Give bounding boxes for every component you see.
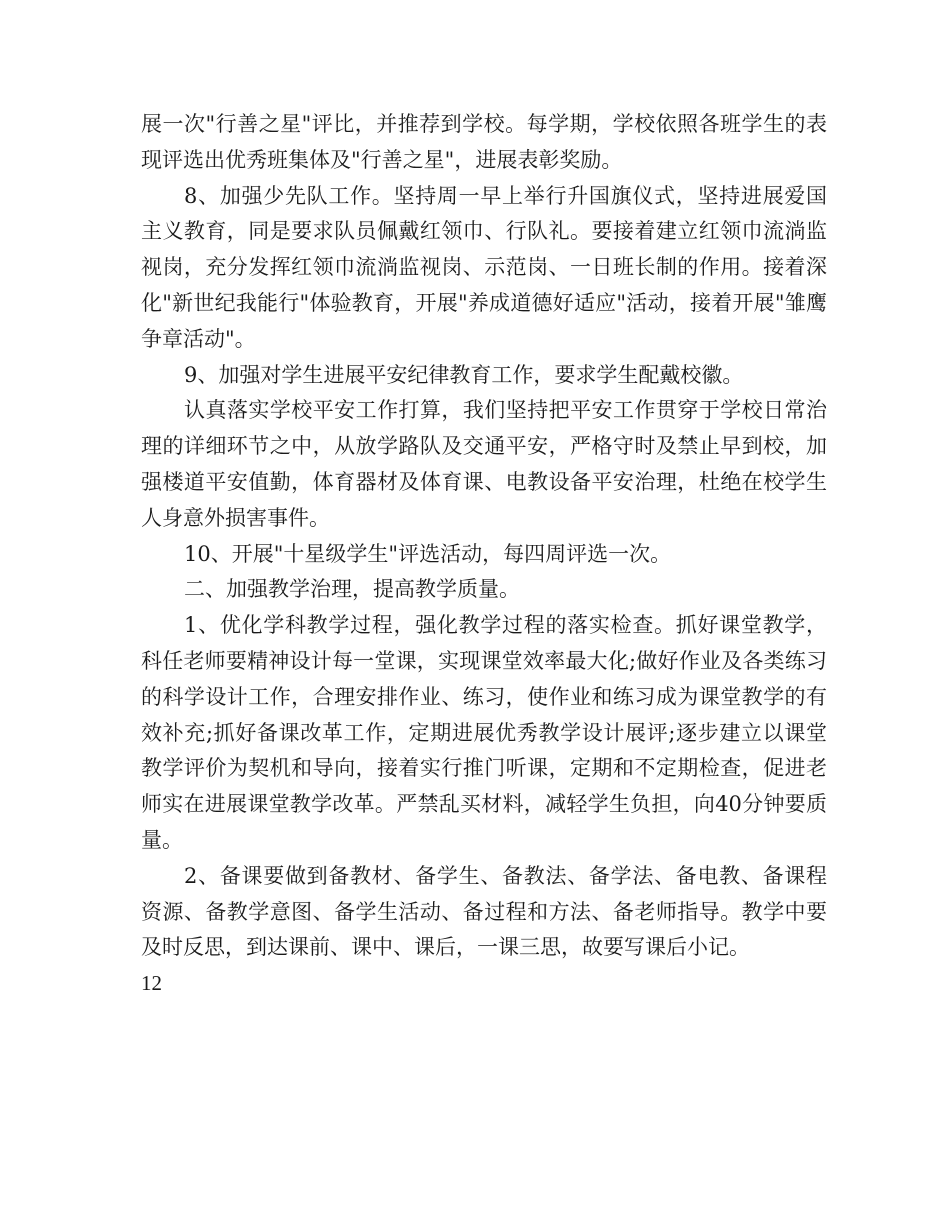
paragraph-continuation: 展一次"行善之星"评比，并推荐到学校。每学期，学校依照各班学生的表现评选出优秀班集体及"行善之星"，进展表彰奖励。	[141, 112, 827, 172]
paragraph-safety: 认真落实学校平安工作打算，我们坚持把平安工作贯穿于学校日常治理的详细环节之中，从放学路队及交通平安，严格守时及禁止早到校，加强楼道平安值勤，体育器材及体育课、电教设备平安治理，杜绝在校学生人身意外损害事件。	[141, 398, 827, 530]
paragraph-item-9: 9、加强对学生进展平安纪律教育工作，要求学生配戴校徽。	[184, 362, 744, 387]
paragraph-item-10: 10、开展"十星级学生"评选活动，每四周评选一次。	[184, 541, 672, 566]
paragraph-teaching-1: 1、优化学科教学过程，强化教学过程的落实检查。抓好课堂教学，科任老师要精神设计每一堂课，实现课堂效率最大化;做好作业及各类练习的科学设计工作，合理安排作业、练习，使作业和练习成为课堂教学的有效补充;抓好备课改革工作，定期进展优秀教学设计展评;逐步建立以课堂教学评价为契机和导向，接着实行推门听课，定期和不定期检查，促进老师实在进展课堂教学改革。严禁乱买材料，减轻学生负担，向40分钟要质量。	[141, 613, 827, 852]
section-heading-teaching: 二、加强教学治理，提高教学质量。	[184, 577, 521, 602]
page-number: 12	[141, 971, 162, 996]
paragraph-item-8: 8、加强少先队工作。坚持周一早上举行升国旗仪式，坚持进展爱国主义教育，同是要求队员佩戴红领巾、行队礼。要接着建立红领巾流淌监视岗，充分发挥红领巾流淌监视岗、示范岗、一日班长制的作用。接着深化"新世纪我能行"体验教育，开展"养成道德好适应"活动，接着开展"雏鹰争章活动"。	[141, 183, 827, 351]
paragraph-teaching-2: 2、备课要做到备教材、备学生、备教法、备学法、备电教、备课程资源、备教学意图、备学生活动、备过程和方法、备老师指导。教学中要及时反思，到达课前、课中、课后，一课三思，故要写课后小记。	[141, 863, 827, 960]
document-body	[141, 107, 827, 1002]
